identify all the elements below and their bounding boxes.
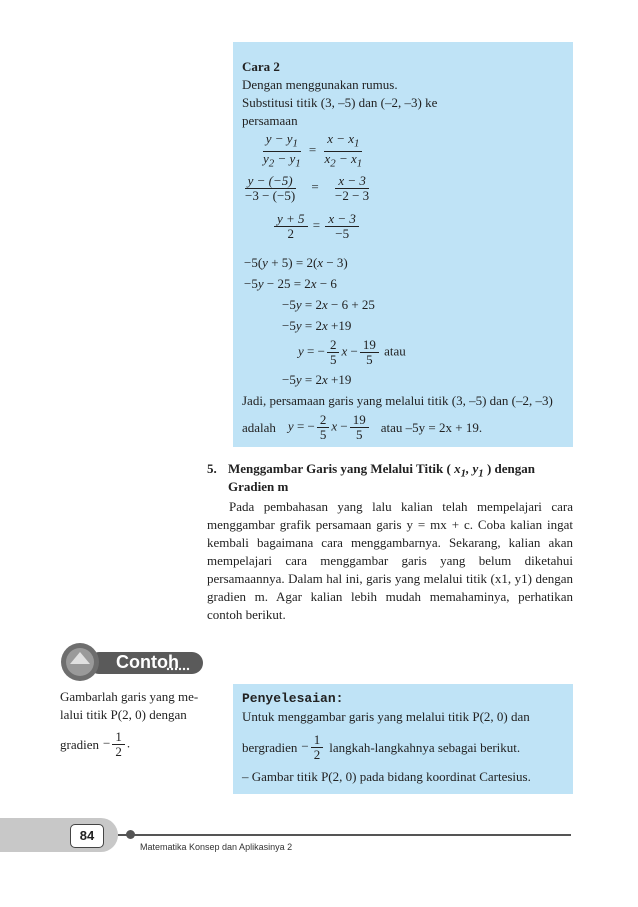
section5-title-part1: Menggambar Garis yang Melalui Titik ( [228, 461, 451, 476]
cara2-line3: persamaan [242, 113, 298, 128]
atau-text: atau [384, 343, 406, 359]
eq-substitution: $\frac{y - (-5)}{-3 - (-5)}$ = $\frac{x - 3}{-2 - 3}$ [245, 173, 370, 203]
eq-simplified: $\frac{y + 5}{2}$ = $\frac{x - 3}{-5}$ [272, 212, 361, 241]
contoh-label: Contoh [116, 652, 179, 672]
section5-paragraph: Pada pembahasan yang lalu kalian telah mempelajari cara menggambar grafik persamaan garis y = mx + c. Coba kalian ingat kembali bagaimana cara menggambarnya. Sekarang, kalian akan mempelajari cara menggambar garis yang belum diketahui persamaannya. Dalam hal ini, garis yang melalui titik (x1, y1) dengan gradien m. Agar kalian lebih mudah memahaminya, perhatikan contoh berikut. [207, 499, 573, 622]
solution-line1: Untuk menggambar garis yang melalui titik P(2, 0) dan [242, 709, 530, 724]
cara2-conclusion: Jadi, persamaan garis yang melalui titik (3, –5) dan (–2, –3) [242, 393, 553, 408]
gradient-fraction: − $\frac{1}{2}$ . [102, 729, 131, 759]
bergradien-label: bergradien [242, 740, 298, 755]
page-number-box [70, 824, 104, 848]
section5-number: 5. [207, 461, 217, 476]
cara2-title: Cara 2 [242, 59, 280, 74]
eq-final: −5y = 2x +19 [282, 372, 352, 387]
question-line1: Gambarlah garis yang me- [60, 689, 199, 704]
question-line3 [60, 730, 130, 759]
solution-fraction: − $\frac{1}{2}$ [301, 733, 325, 762]
answer-tail: atau –5y = 2x + 19. [380, 420, 483, 435]
eq-cross: −5(y + 5) = 2(x − 3) [244, 255, 348, 270]
question-line2: lalui titik P(2, 0) dengan [60, 707, 187, 722]
eq-slope-form: y = − $\frac{2}{5}$ x − $\frac{19}{5}$ atau [298, 337, 406, 367]
solution-title: Penyelesaian: [242, 691, 344, 706]
section5-title-line2: Gradien m [228, 479, 289, 494]
footer-dot [126, 830, 135, 839]
book-title: Matematika Konsep dan Aplikasinya 2 [140, 842, 293, 852]
eq-expand: −5y − 25 = 2x − 6 [244, 276, 337, 291]
eq-answer: y = − $\frac{2}{5}$ x − $\frac{19}{5}$ [288, 413, 371, 442]
gradien-label: gradien [60, 737, 99, 752]
cara2-adalah [242, 413, 482, 442]
contoh-badge [58, 642, 208, 682]
section5-title-part2: ) dengan [486, 461, 535, 476]
cara2-line2: Substitusi titik (3, –5) dan (–2, –3) ke [242, 95, 438, 110]
solution-line3: – Gambar titik P(2, 0) pada bidang koordinat Cartesius. [242, 769, 531, 784]
page-number: 84 [79, 828, 95, 843]
adalah-text: adalah [242, 420, 276, 435]
cara2-line1: Dengan menggunakan rumus. [242, 77, 398, 92]
steps-label: langkah-langkahnya sebagai berikut. [329, 740, 521, 755]
eq-formula: $\frac{y - y_1}{y_2 - y_1}$ = $\frac{x - x_1}{x_2 - x_1}$ [263, 131, 363, 170]
solution-line2 [242, 733, 520, 762]
footer-rule [118, 834, 571, 836]
eq-step3: −5y = 2x − 6 + 25 [282, 297, 375, 312]
eq-step4: −5y = 2x +19 [282, 318, 352, 333]
section5-title: Menggambar Garis yang Melalui Titik ( $x_1$, $y_1$ ) dengan [228, 461, 535, 480]
